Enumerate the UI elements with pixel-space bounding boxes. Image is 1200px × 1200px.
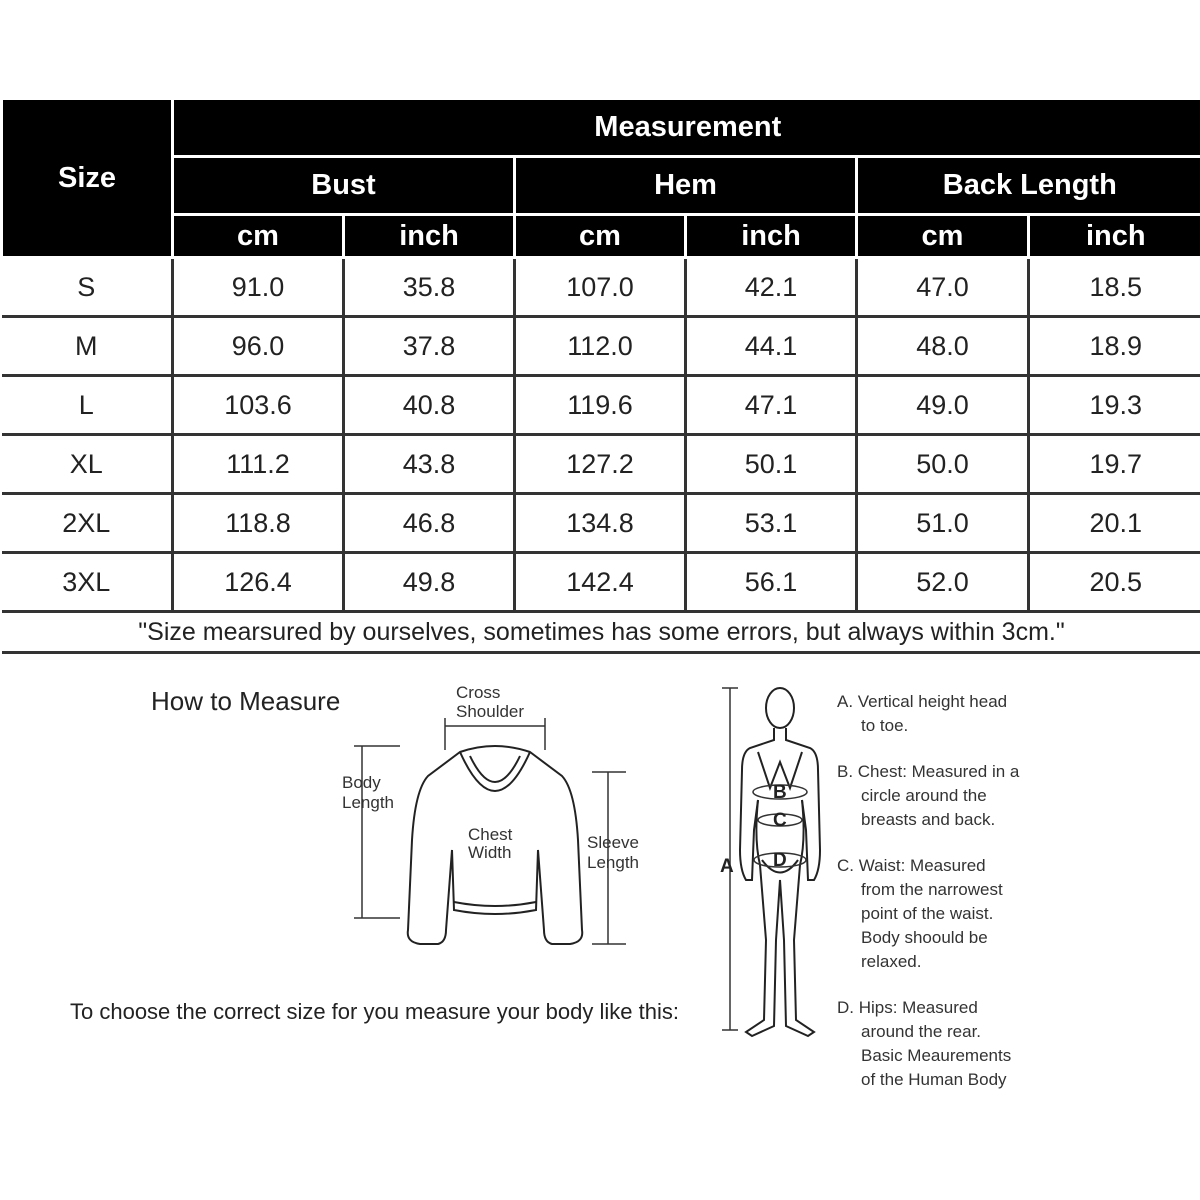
body-diagram (710, 680, 835, 1070)
value-cell: 107.0 (515, 258, 686, 317)
value-cell: 40.8 (344, 376, 515, 435)
value-cell: 48.0 (857, 317, 1029, 376)
value-cell: 51.0 (857, 494, 1029, 553)
value-cell: 47.0 (857, 258, 1029, 317)
measurement-legend (837, 690, 1197, 1114)
legend-item (837, 760, 1197, 832)
table-row (2, 376, 1200, 435)
size-column-header: Size (2, 99, 173, 258)
measurement-note: "Size mearsured by ourselves, sometimes has some errors, but always within 3cm." (2, 612, 1200, 653)
value-cell: 112.0 (515, 317, 686, 376)
value-cell: 20.5 (1029, 553, 1200, 612)
how-to-measure-title: How to Measure (151, 686, 341, 716)
table-row (2, 317, 1200, 376)
table-row (2, 494, 1200, 553)
legend-item-title: B. Chest: Measured in a (837, 762, 1020, 781)
value-cell: 18.5 (1029, 258, 1200, 317)
label-d: D (773, 850, 787, 871)
body-length-label: Length (342, 793, 394, 812)
value-cell: 53.1 (686, 494, 857, 553)
legend-item (837, 854, 1197, 974)
legend-item (837, 996, 1197, 1092)
garment-diagram (330, 680, 660, 970)
value-cell: 91.0 (173, 258, 344, 317)
value-cell: 96.0 (173, 317, 344, 376)
value-cell: 50.1 (686, 435, 857, 494)
size-table (0, 97, 1200, 654)
size-cell: M (2, 317, 173, 376)
size-cell: S (2, 258, 173, 317)
value-cell: 50.0 (857, 435, 1029, 494)
label-b: B (773, 782, 787, 803)
value-cell: 37.8 (344, 317, 515, 376)
size-cell: XL (2, 435, 173, 494)
measurement-header: Measurement (173, 99, 1200, 157)
value-cell: 111.2 (173, 435, 344, 494)
value-cell: 18.9 (1029, 317, 1200, 376)
value-cell: 19.3 (1029, 376, 1200, 435)
table-row (2, 435, 1200, 494)
value-cell: 49.8 (344, 553, 515, 612)
cross-shoulder-label: Cross (456, 683, 501, 702)
size-cell: 2XL (2, 494, 173, 553)
value-cell: 52.0 (857, 553, 1029, 612)
chest-width-label: Chest (468, 825, 513, 844)
value-cell: 43.8 (344, 435, 515, 494)
unit-header: inch (344, 215, 515, 258)
value-cell: 126.4 (173, 553, 344, 612)
sleeve-length-label: Length (587, 853, 639, 872)
legend-item-text: Basic Meaurements (861, 1046, 1012, 1065)
legend-item-text: relaxed. (861, 952, 922, 971)
value-cell: 127.2 (515, 435, 686, 494)
legend-item-text: circle around the (861, 786, 987, 805)
value-cell: 142.4 (515, 553, 686, 612)
sleeve-length-label: Sleeve (587, 833, 639, 852)
choose-size-instruction: To choose the correct size for you measure your body like this: (70, 999, 679, 1024)
cross-shoulder-label: Shoulder (456, 702, 525, 721)
legend-item-text: point of the waist. (861, 904, 994, 923)
value-cell: 44.1 (686, 317, 857, 376)
table-row (2, 553, 1200, 612)
legend-item-title: D. Hips: Measured (837, 998, 978, 1017)
legend-item-text: from the narrowest (861, 880, 1003, 899)
legend-item-text: of the Human Body (861, 1070, 1007, 1089)
value-cell: 47.1 (686, 376, 857, 435)
body-length-label: Body (342, 773, 381, 792)
label-c: C (773, 810, 787, 831)
legend-item-text: Body shoould be (861, 928, 988, 947)
label-a: A (720, 856, 734, 877)
unit-header: cm (515, 215, 686, 258)
value-cell: 49.0 (857, 376, 1029, 435)
size-chart (0, 97, 1200, 654)
size-cell: L (2, 376, 173, 435)
legend-item-title: C. Waist: Measured (837, 856, 986, 875)
value-cell: 134.8 (515, 494, 686, 553)
table-row (2, 258, 1200, 317)
unit-header: inch (686, 215, 857, 258)
unit-header: inch (1029, 215, 1200, 258)
back-length-header: Back Length (857, 157, 1200, 215)
value-cell: 118.8 (173, 494, 344, 553)
value-cell: 20.1 (1029, 494, 1200, 553)
value-cell: 19.7 (1029, 435, 1200, 494)
value-cell: 35.8 (344, 258, 515, 317)
size-cell: 3XL (2, 553, 173, 612)
value-cell: 46.8 (344, 494, 515, 553)
hem-header: Hem (515, 157, 857, 215)
value-cell: 56.1 (686, 553, 857, 612)
bust-header: Bust (173, 157, 515, 215)
legend-item-text: around the rear. (861, 1022, 982, 1041)
legend-item-title: A. Vertical height head (837, 692, 1008, 711)
unit-header: cm (857, 215, 1029, 258)
legend-item-text: breasts and back. (861, 810, 996, 829)
value-cell: 103.6 (173, 376, 344, 435)
chest-width-label: Width (468, 843, 512, 862)
value-cell: 42.1 (686, 258, 857, 317)
value-cell: 119.6 (515, 376, 686, 435)
unit-header: cm (173, 215, 344, 258)
legend-item (837, 690, 1197, 738)
legend-item-text: to toe. (861, 716, 909, 735)
